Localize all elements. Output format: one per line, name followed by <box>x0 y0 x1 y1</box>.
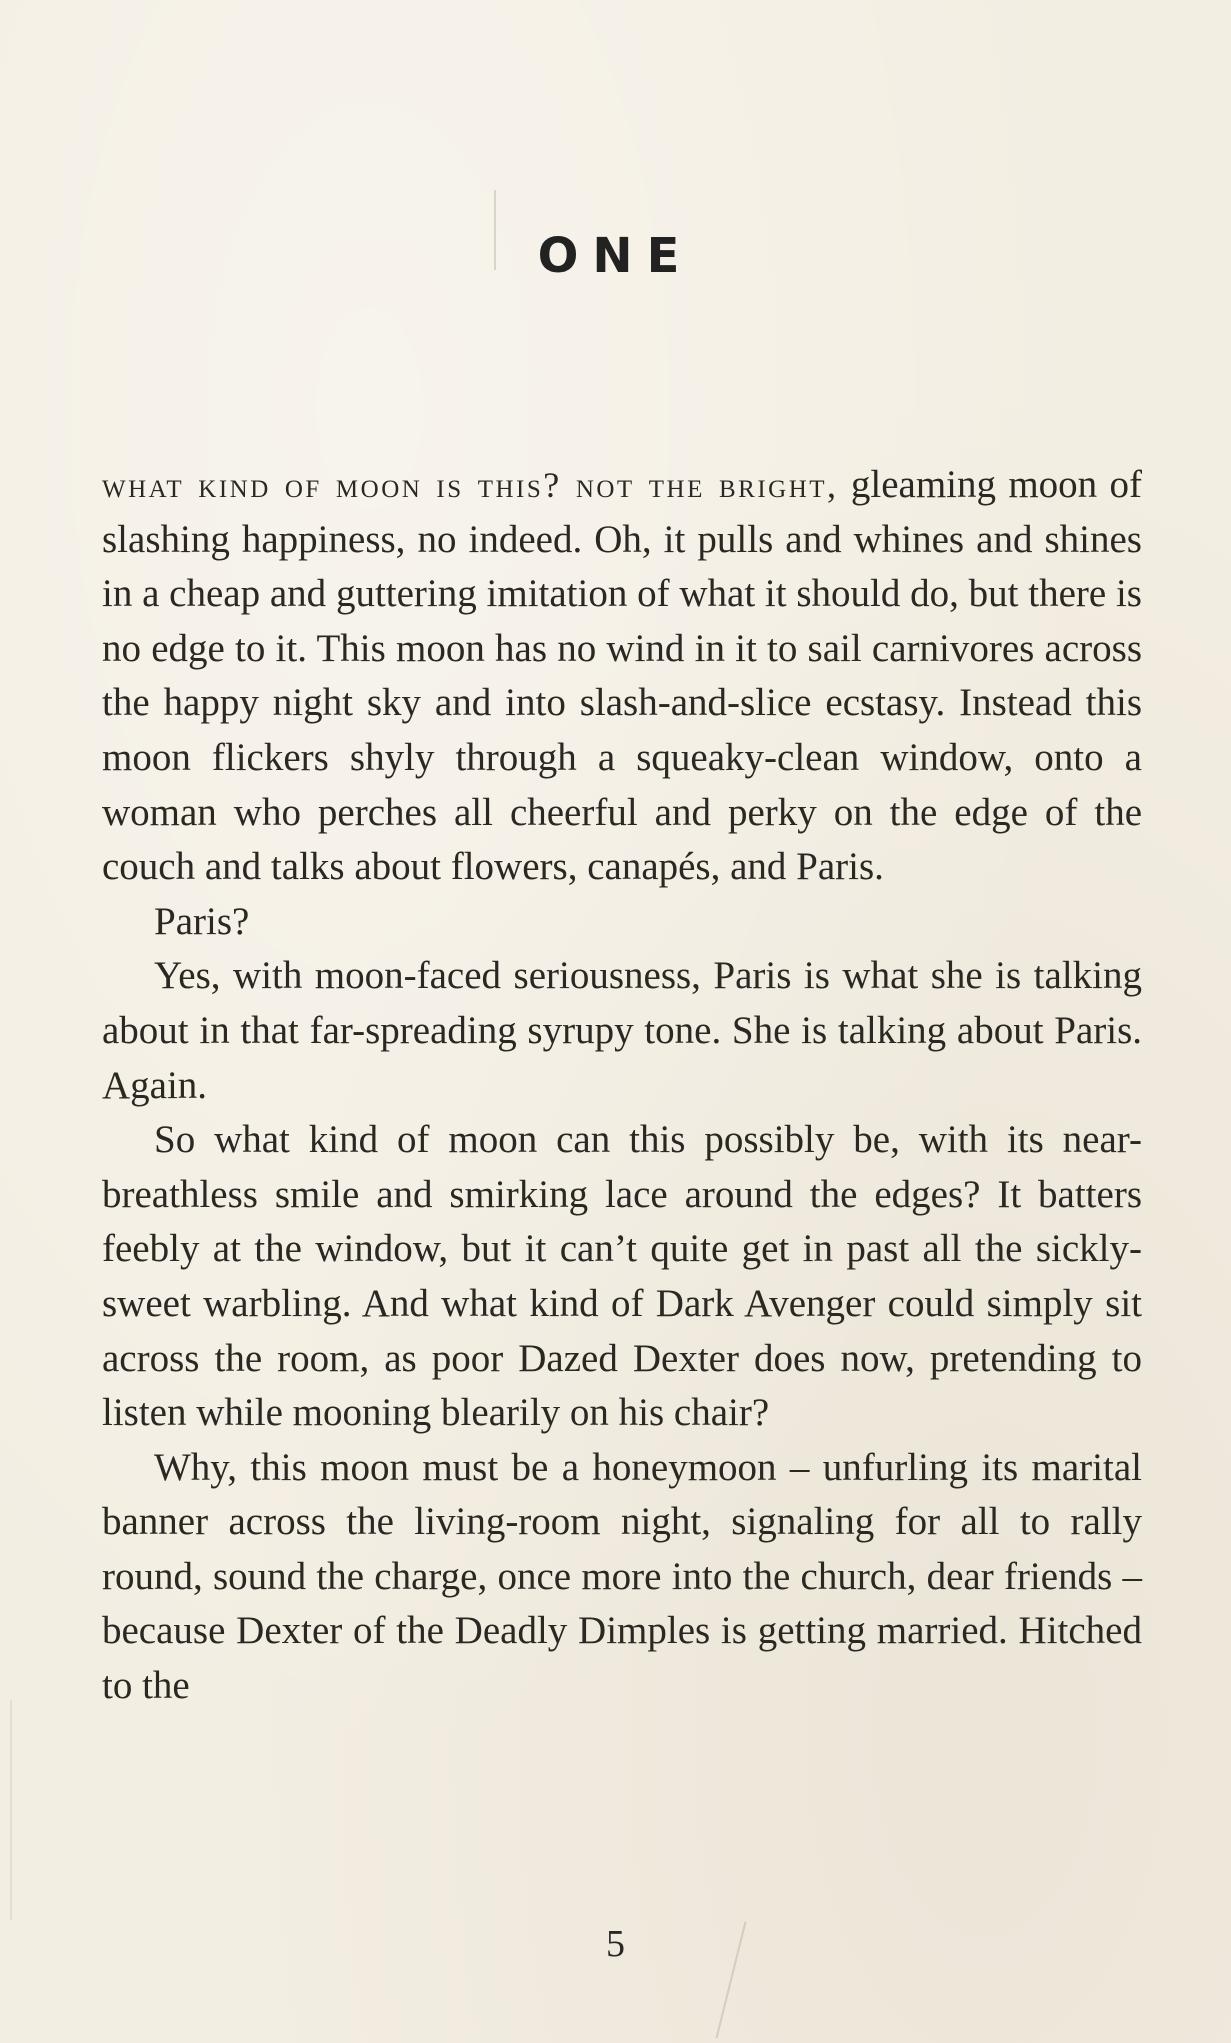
paragraph <box>102 458 1142 895</box>
paragraph-text: gleaming moon of slashing happiness, no indeed. Oh, it pulls and whines and shines in a cheap and guttering imitation of what it should do, but there is no edge to it. This moon has no wind in it to sail carnivores across the happy night sky and into slash-and-slice ecstasy. Instead this moon flickers shyly through a squeaky-clean window, onto a woman who perches all cheerful and perky on the edge of the couch and talks about flowers, canapés, and Paris. <box>102 463 1142 889</box>
paragraph: Yes, with moon-faced seriousness, Paris is what she is talking about in that far-spreading syrupy tone. She is talking about Paris. Again. <box>102 954 1142 1107</box>
opening-small-caps: what kind of moon is this? not the bright, <box>102 465 839 505</box>
paragraph: So what kind of moon can this possibly be, with its near-breathless smile and smirking lace around the edges? It batters feebly at the window, but it can’t quite get in past all the sickly-sweet warbling. And what kind of Dark Avenger could simply sit across the room, as poor Dazed Dexter does now, pretending to listen while mooning blearily on his chair? <box>102 1118 1142 1435</box>
paragraph: Why, this moon must be a honeymoon – unfurling its marital banner across the living-room night, signaling for all to rally round, sound the charge, once more into the church, dear friends – because Dexter of the Deadly Dimples is getting married. Hitched to the <box>102 1445 1142 1708</box>
paper-crease <box>10 1700 12 1920</box>
page-number: 5 <box>606 1923 625 1965</box>
chapter-title: ONE <box>537 228 694 284</box>
chapter-body <box>102 458 1142 1714</box>
paragraph: Paris? <box>154 899 250 943</box>
